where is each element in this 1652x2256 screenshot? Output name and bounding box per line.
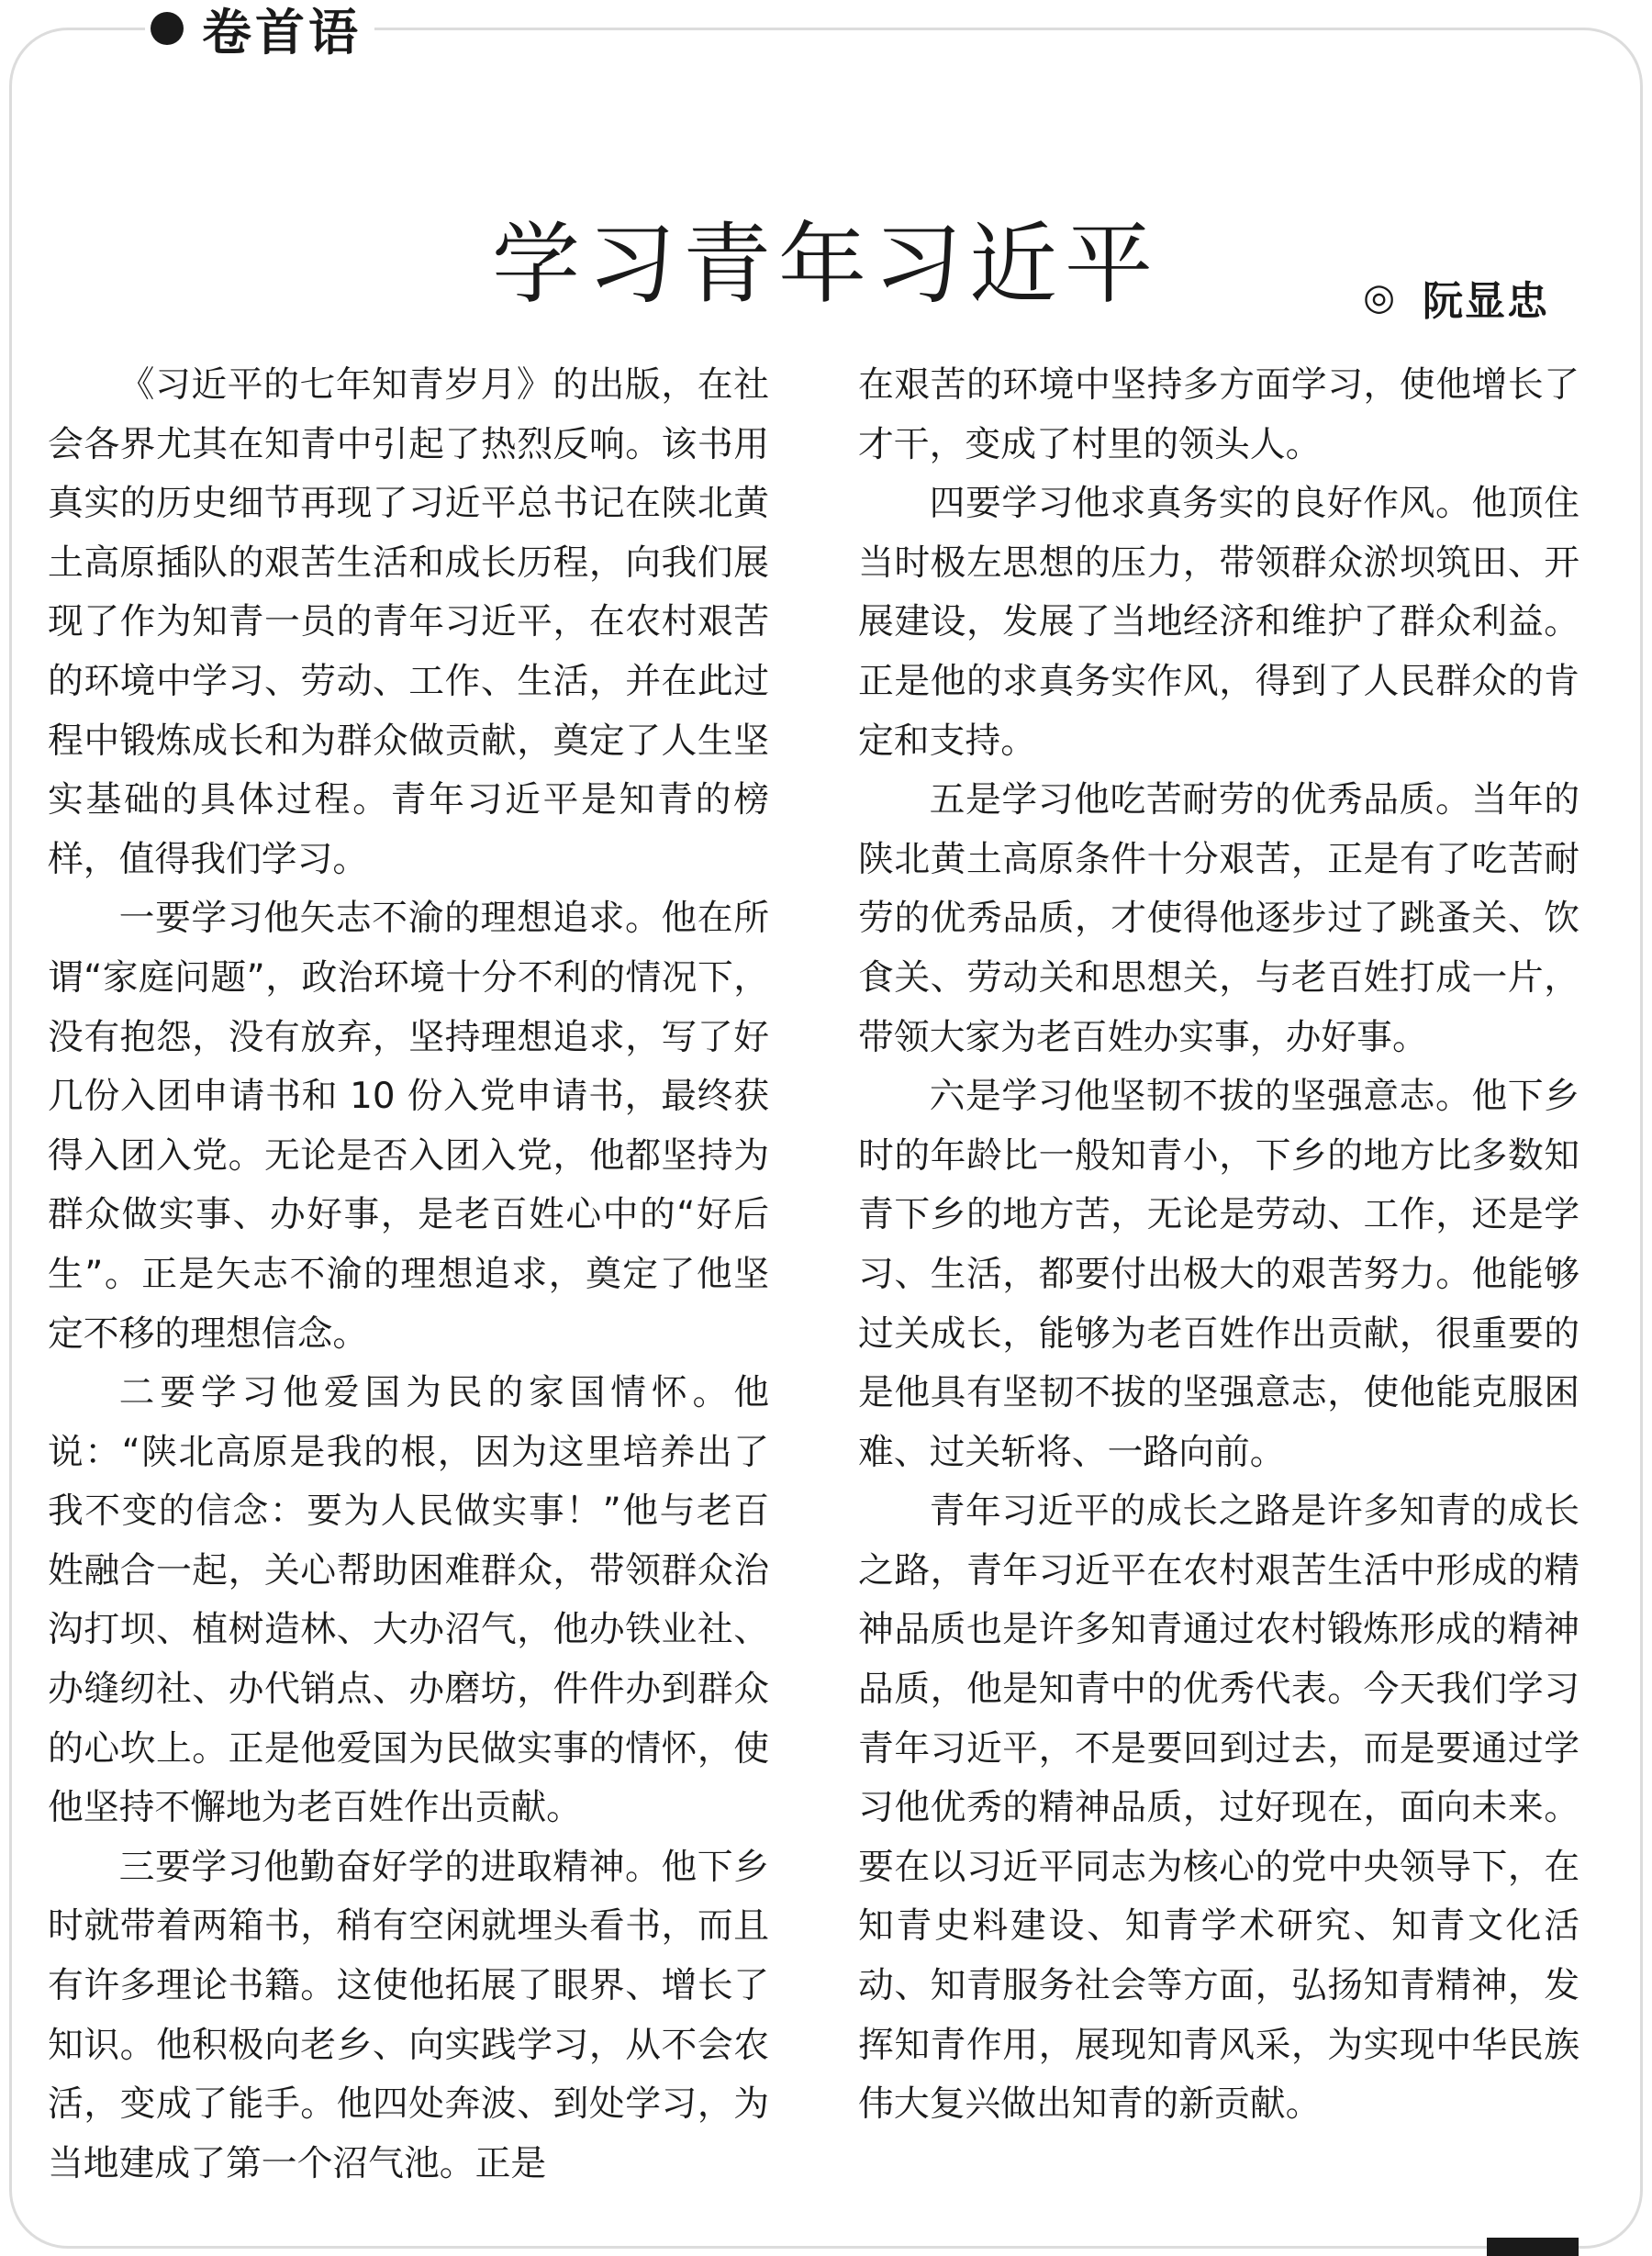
section-header (145, 0, 374, 61)
article-title: 学习青年习近平 (492, 213, 1160, 317)
bullet-dot-icon (151, 12, 184, 45)
author-line (1363, 268, 1549, 327)
paragraph-point-six: 六是学习他坚韧不拔的坚强意志。他下乡时的年龄比一般知青小，下乡的地方比多数知青下乡的地方苦，无论是劳动、工作，还是学习、生活，都要付出极大的艰苦努力。他能够过关成长，能够为老百姓作出贡献，很重要的是他具有坚韧不拔的坚强意志，使他能克服困难、过关斩将、一路向前。 (858, 1076, 1579, 1473)
paragraph-point-three: 三要学习他勤奋好学的进取精神。他下乡时就带着两箱书，稍有空闲就埋头看书，而且有许多理论书籍。这使他拓展了眼界、增长了知识。他积极向老乡、向实践学习，从不会农活，变成了能手。他四处奔波、到处学习，为当地建成了第一个沼气池。正是 (48, 1846, 769, 2184)
paragraph-point-one: 一要学习他矢志不渝的理想追求。他在所谓“家庭问题”，政治环境十分不利的情况下，没有抱怨，没有放弃，坚持理想追求，写了好几份入团申请书和 10 份入党申请书，最终获得入团入党。无论是否入团入党，他都坚持为群众做实事、办好事，是老百姓心中的“好后生”。正是矢志不渝的理想追求，奠定了他坚定不移的理想信念。 (48, 898, 769, 1355)
paragraph-point-five: 五是学习他吃苦耐劳的优秀品质。当年的陕北黄土高原条件十分艰苦，正是有了吃苦耐劳的优秀品质，才使得他逐步过了跳蚤关、饮食关、劳动关和思想关，与老百姓打成一片，带领大家为老百姓办实事，办好事。 (858, 779, 1579, 1058)
paragraph-point-two: 二要学习他爱国为民的家国情怀。他说：“陕北高原是我的根，因为这里培养出了我不变的信念：要为人民做实事！”他与老百姓融合一起，关心帮助困难群众，带领群众治沟打坝、植树造林、大办沼气，他办铁业社、办缝纫社、办代销点、办磨坊，件件办到群众的心坎上。正是他爱国为民做实事的情怀，使他坚持不懈地为老百姓作出贡献。 (48, 1372, 769, 1829)
paragraph-point-three-continued: 在艰苦的环境中坚持多方面学习，使他增长了才干，变成了村里的领头人。 (858, 364, 1579, 465)
paragraph-intro: 《习近平的七年知青岁月》的出版，在社会各界尤其在知青中引起了热烈反响。该书用真实的历史细节再现了习近平总书记在陕北黄土高原插队的艰苦生活和成长历程，向我们展现了作为知青一员的青年习近平，在农村艰苦的环境中学习、劳动、工作、生活，并在此过程中锻炼成长和为群众做贡献，奠定了人生坚实基础的具体过程。青年习近平是知青的榜样，值得我们学习。 (48, 364, 769, 880)
paragraph-point-four: 四要学习他求真务实的良好作风。他顶住当时极左思想的压力，带领群众淤坝筑田、开展建设，发展了当地经济和维护了群众利益。正是他的求真务实作风，得到了人民群众的肯定和支持。 (858, 483, 1579, 762)
section-label: 卷首语 (202, 3, 362, 61)
author-mark-icon: ◎ (1363, 276, 1395, 318)
footer-bar (1487, 2238, 1579, 2256)
author-name: 阮显忠 (1423, 278, 1549, 325)
left-column (48, 356, 769, 2194)
right-column (858, 356, 1579, 2135)
paragraph-conclusion: 青年习近平的成长之路是许多知青的成长之路，青年习近平在农村艰苦生活中形成的精神品质也是许多知青通过农村锻炼形成的精神品质，他是知青中的优秀代表。今天我们学习青年习近平，不是要回到过去，而是要通过学习他优秀的精神品质，过好现在，面向未来。要在以习近平同志为核心的党中央领导下，在知青史料建设、知青学术研究、知青文化活动、知青服务社会等方面，弘扬知青精神，发挥知青作用，展现知青风采，为实现中华民族伟大复兴做出知青的新贡献。 (858, 1491, 1579, 2126)
